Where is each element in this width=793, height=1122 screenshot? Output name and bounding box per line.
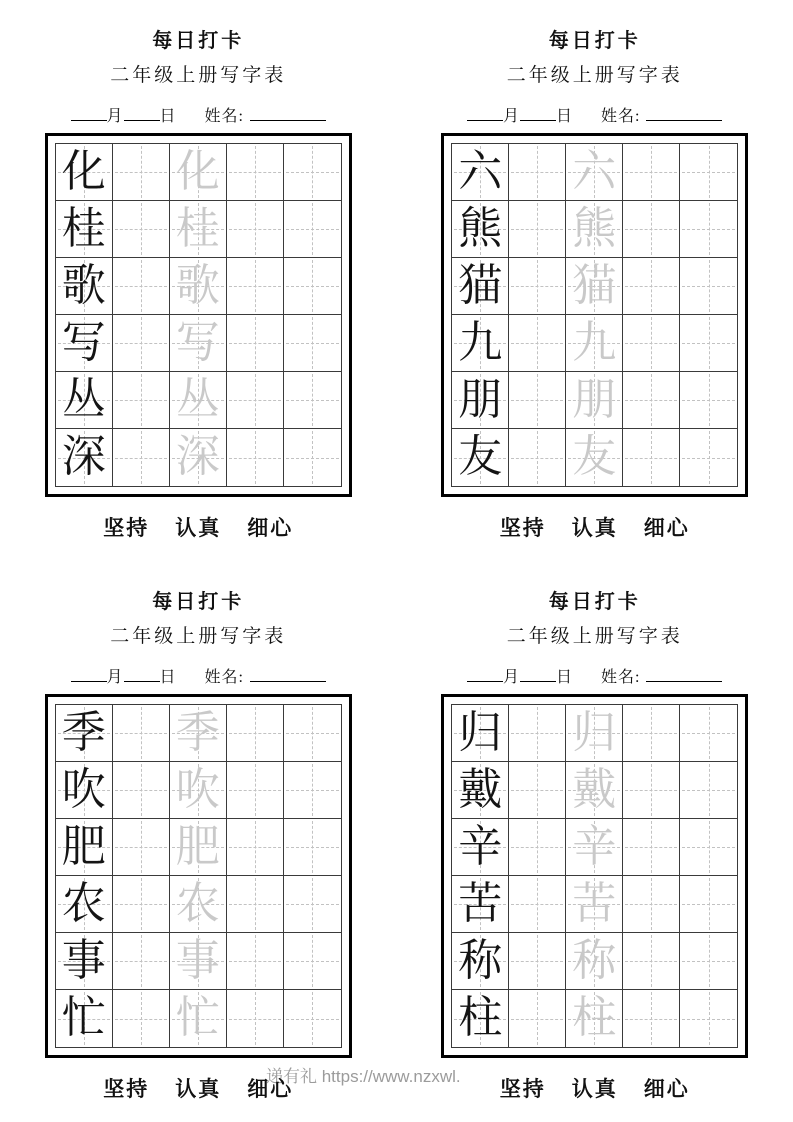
worksheet-quadrant [33,0,363,561]
trace-character-cell [170,876,227,933]
empty-practice-cell [284,258,341,315]
trace-character: 歌 [175,261,220,310]
sheet-title: 每日打卡 [548,591,641,613]
example-character: 化 [61,147,106,196]
empty-practice-cell [227,876,284,933]
footer-word: 坚持 [103,516,150,540]
trace-character: 九 [572,318,617,367]
example-character: 辛 [458,822,503,871]
day-label: 日 [556,669,574,686]
trace-character-cell [566,876,623,933]
trace-character: 友 [572,432,617,481]
empty-practice-cell [284,933,341,990]
example-character: 六 [458,147,503,196]
trace-character-cell [170,762,227,819]
footer-word: 认真 [175,1077,222,1101]
day-blank-field [520,667,556,682]
empty-practice-cell [284,819,341,876]
trace-character: 季 [175,708,220,757]
practice-grid-border [45,694,352,1058]
example-character-cell [452,258,509,315]
footer-word: 细心 [643,1077,690,1101]
trace-character: 农 [175,879,220,928]
footer-word: 细心 [643,516,690,540]
sheet-subtitle: 二年级上册写字表 [506,65,683,86]
empty-practice-cell [113,201,170,258]
example-character-cell [56,876,113,933]
day-label: 日 [159,108,177,125]
date-name-line [33,664,363,686]
empty-practice-cell [680,990,737,1047]
empty-practice-cell [623,876,680,933]
name-label: 姓名: [601,669,641,686]
empty-practice-cell [113,315,170,372]
example-character: 深 [61,432,106,481]
trace-character: 写 [175,318,220,367]
empty-practice-cell [509,144,566,201]
empty-practice-cell [284,990,341,1047]
empty-practice-cell [113,819,170,876]
empty-practice-cell [284,876,341,933]
month-label: 月 [503,108,521,125]
trace-character-cell [170,990,227,1047]
example-character-cell [452,933,509,990]
trace-character-cell [170,315,227,372]
trace-character: 忙 [175,993,220,1042]
practice-grid [55,143,342,487]
empty-practice-cell [623,762,680,819]
empty-practice-cell [227,315,284,372]
empty-practice-cell [680,372,737,429]
empty-practice-cell [623,144,680,201]
month-blank-field [467,106,503,121]
example-character: 猫 [458,261,503,310]
example-character-cell [452,762,509,819]
example-character-cell [452,429,509,486]
example-character-cell [452,144,509,201]
empty-practice-cell [680,933,737,990]
footer-word: 认真 [571,516,618,540]
example-character: 苦 [458,879,503,928]
month-label: 月 [503,669,521,686]
example-character-cell [56,429,113,486]
empty-practice-cell [227,258,284,315]
empty-practice-cell [623,933,680,990]
empty-practice-cell [113,258,170,315]
example-character: 朋 [458,375,503,424]
example-character-cell [56,372,113,429]
practice-grid [451,143,738,487]
trace-character: 吹 [175,765,220,814]
empty-practice-cell [284,429,341,486]
example-character-cell [56,933,113,990]
footer-word: 坚持 [499,1077,546,1101]
trace-character: 苦 [572,879,617,928]
empty-practice-cell [680,819,737,876]
trace-character-cell [170,144,227,201]
empty-practice-cell [680,705,737,762]
month-blank-field [71,667,107,682]
date-name-line [33,103,363,125]
example-character: 柱 [458,993,503,1042]
trace-character: 桂 [175,204,220,253]
empty-practice-cell [284,144,341,201]
example-character-cell [452,876,509,933]
date-name-line [430,664,760,686]
empty-practice-cell [623,372,680,429]
empty-practice-cell [227,144,284,201]
footer-word: 认真 [175,516,222,540]
empty-practice-cell [113,705,170,762]
example-character-cell [56,258,113,315]
example-character-cell [452,819,509,876]
day-label: 日 [556,108,574,125]
empty-practice-cell [227,762,284,819]
empty-practice-cell [680,201,737,258]
example-character: 桂 [61,204,106,253]
trace-character-cell [170,201,227,258]
example-character-cell [452,315,509,372]
trace-character: 熊 [572,204,617,253]
empty-practice-cell [509,429,566,486]
sheet-title: 每日打卡 [152,591,245,613]
example-character: 歌 [61,261,106,310]
empty-practice-cell [509,990,566,1047]
empty-practice-cell [113,429,170,486]
trace-character: 戴 [572,765,617,814]
trace-character: 六 [572,147,617,196]
worksheet-quadrant [33,561,363,1122]
sheet-subtitle: 二年级上册写字表 [110,626,287,647]
example-character: 写 [61,318,106,367]
site-watermark: 递有礼 https://www.nzxwl. [266,1067,461,1086]
sheet-title: 每日打卡 [548,30,641,52]
empty-practice-cell [509,201,566,258]
trace-character-cell [566,990,623,1047]
example-character: 九 [458,318,503,367]
empty-practice-cell [113,990,170,1047]
trace-character-cell [170,705,227,762]
footer-word: 认真 [571,1077,618,1101]
empty-practice-cell [509,315,566,372]
example-character: 季 [61,708,106,757]
trace-character: 事 [175,936,220,985]
empty-practice-cell [227,201,284,258]
trace-character-cell [566,372,623,429]
empty-practice-cell [509,819,566,876]
empty-practice-cell [680,144,737,201]
sheet-subtitle: 二年级上册写字表 [506,626,683,647]
practice-grid-border [441,694,748,1058]
empty-practice-cell [227,429,284,486]
empty-practice-cell [623,819,680,876]
empty-practice-cell [680,762,737,819]
example-character-cell [56,144,113,201]
sheet-title: 每日打卡 [152,30,245,52]
example-character: 吹 [61,765,106,814]
empty-practice-cell [284,705,341,762]
empty-practice-cell [227,990,284,1047]
trace-character-cell [566,315,623,372]
footer-motto [33,512,363,542]
day-blank-field [124,106,160,121]
trace-character-cell [170,258,227,315]
example-character-cell [452,372,509,429]
footer-word: 细心 [247,516,294,540]
sheet-subtitle: 二年级上册写字表 [110,65,287,86]
example-character: 称 [458,936,503,985]
practice-grid [451,704,738,1048]
trace-character: 化 [175,147,220,196]
empty-practice-cell [680,315,737,372]
name-blank-field [250,106,326,121]
trace-character: 称 [572,936,617,985]
name-blank-field [250,667,326,682]
example-character-cell [452,705,509,762]
empty-practice-cell [623,201,680,258]
example-character: 忙 [61,993,106,1042]
example-character-cell [56,819,113,876]
example-character: 事 [61,936,106,985]
name-blank-field [646,106,722,121]
footer-word: 坚持 [499,516,546,540]
empty-practice-cell [284,201,341,258]
trace-character: 朋 [572,375,617,424]
trace-character-cell [566,258,623,315]
example-character: 肥 [61,822,106,871]
trace-character-cell [566,762,623,819]
empty-practice-cell [509,933,566,990]
empty-practice-cell [284,315,341,372]
example-character-cell [56,315,113,372]
trace-character-cell [566,144,623,201]
name-label: 姓名: [204,108,244,125]
day-label: 日 [159,669,177,686]
month-label: 月 [106,669,124,686]
trace-character: 归 [572,708,617,757]
empty-practice-cell [227,705,284,762]
example-character-cell [452,990,509,1047]
trace-character-cell [566,819,623,876]
example-character: 友 [458,432,503,481]
example-character: 归 [458,708,503,757]
trace-character-cell [566,705,623,762]
empty-practice-cell [509,258,566,315]
month-label: 月 [106,108,124,125]
empty-practice-cell [623,315,680,372]
trace-character-cell [566,201,623,258]
empty-practice-cell [113,372,170,429]
footer-motto [33,1073,363,1103]
empty-practice-cell [113,876,170,933]
trace-character: 辛 [572,822,617,871]
example-character: 丛 [61,375,106,424]
empty-practice-cell [113,933,170,990]
example-character-cell [56,762,113,819]
empty-practice-cell [623,258,680,315]
empty-practice-cell [680,429,737,486]
empty-practice-cell [227,372,284,429]
empty-practice-cell [284,372,341,429]
trace-character: 肥 [175,822,220,871]
practice-grid [55,704,342,1048]
example-character-cell [56,990,113,1047]
worksheet-quadrant [430,561,760,1122]
empty-practice-cell [509,876,566,933]
empty-practice-cell [227,819,284,876]
name-label: 姓名: [601,108,641,125]
day-blank-field [520,106,556,121]
date-name-line [430,103,760,125]
empty-practice-cell [680,876,737,933]
trace-character-cell [170,933,227,990]
trace-character-cell [170,372,227,429]
trace-character: 丛 [175,375,220,424]
empty-practice-cell [623,705,680,762]
footer-motto [430,512,760,542]
name-blank-field [646,667,722,682]
empty-practice-cell [509,705,566,762]
example-character-cell [56,201,113,258]
practice-grid-border [45,133,352,497]
empty-practice-cell [284,762,341,819]
example-character-cell [56,705,113,762]
practice-grid-border [441,133,748,497]
trace-character-cell [566,429,623,486]
example-character: 农 [61,879,106,928]
footer-motto [430,1073,760,1103]
empty-practice-cell [623,990,680,1047]
example-character-cell [452,201,509,258]
empty-practice-cell [509,762,566,819]
trace-character-cell [170,819,227,876]
day-blank-field [124,667,160,682]
empty-practice-cell [113,144,170,201]
trace-character-cell [566,933,623,990]
empty-practice-cell [227,933,284,990]
example-character: 戴 [458,765,503,814]
trace-character: 柱 [572,993,617,1042]
footer-word: 坚持 [103,1077,150,1101]
footer-word: 细心 [247,1077,294,1101]
empty-practice-cell [623,429,680,486]
name-label: 姓名: [204,669,244,686]
month-blank-field [467,667,503,682]
empty-practice-cell [680,258,737,315]
trace-character: 猫 [572,261,617,310]
example-character: 熊 [458,204,503,253]
empty-practice-cell [509,372,566,429]
trace-character: 深 [175,432,220,481]
empty-practice-cell [113,762,170,819]
worksheet-quadrant [430,0,760,561]
month-blank-field [71,106,107,121]
trace-character-cell [170,429,227,486]
